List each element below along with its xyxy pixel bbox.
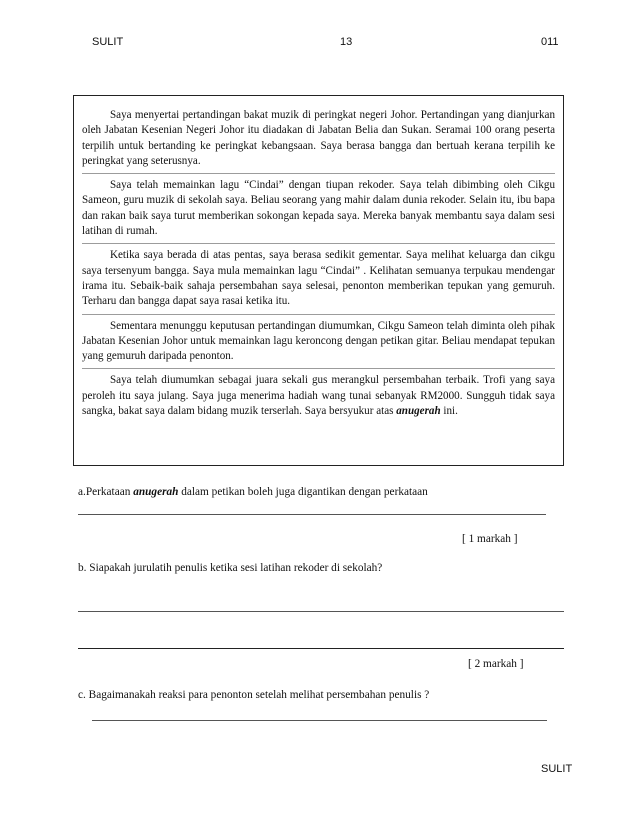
question-b: b. Siapakah jurulatih penulis ketika sesi latihan rekoder di sekolah? [78, 562, 383, 574]
question-a-keyword: anugerah [133, 486, 179, 498]
footer-label: SULIT [541, 763, 573, 775]
passage-paragraph-4: Sementara menunggu keputusan pertandingan diumumkan, Cikgu Sameon telah diminta oleh pihak Jabatan Kesenian Johor untuk memainkan lagu keroncong dengan petikan gitar. Beliau mendapat tepukan yang gemuruh daripada penonton. [82, 314, 555, 369]
passage-paragraph-3: Ketika saya berada di atas pentas, saya berasa sedikit gementar. Saya melihat keluarga dan cikgu saya tersenyum bangga. Saya mula memainkan lagu “Cindai” . Kelihatan semuanya terpukau mendengar irama itu. Sebaik-baik sahaja persembahan saya selesai, penonton memberikan tepukan yang gemuruh. Terharu dan bangga dapat saya rasai ketika itu. [82, 243, 555, 313]
passage-paragraph-1: Saya menyertai pertandingan bakat muzik di peringkat negeri Johor. Pertandingan yang dianjurkan oleh Jabatan Kesenian Negeri Johor itu diadakan di Jabatan Belia dan Sukan. Seramai 100 orang peserta terpilih untuk bertanding ke peringkat kebangsaan. Saya berasa bangga dan bertuah kerana terpilih ke peringkat yang seterusnya. [82, 109, 555, 167]
header-right-code: 011 [541, 36, 559, 48]
question-a-prefix: a.Perkataan [78, 486, 134, 498]
header-left-label: SULIT [92, 36, 124, 48]
passage-paragraph-5-end: ini. [440, 405, 458, 418]
reading-passage-box [73, 95, 564, 466]
question-a-suffix: dalam petikan boleh juga digantikan dengan perkataan [178, 486, 428, 498]
passage-paragraph-2: Saya telah memainkan lagu “Cindai” dengan tiupan rekoder. Saya telah dibimbing oleh Cikgu Sameon, guru muzik di sekolah saya. Beliau seorang yang mahir dalam dunia rekoder. Selain itu, ibu bapa dan rakan baik saya turut memberikan sokongan kepada saya. Mereka banyak membantu saya dalam sesi latihan di rumah. [82, 173, 555, 243]
answer-line-a[interactable] [78, 514, 546, 515]
marks-b: [ 2 markah ] [468, 658, 524, 670]
page-number: 13 [340, 36, 353, 48]
question-a [78, 486, 428, 498]
question-c: c. Bagaimanakah reaksi para penonton setelah melihat persembahan penulis ? [78, 689, 430, 701]
highlighted-word: anugerah [396, 405, 441, 418]
answer-line-b-1[interactable] [78, 611, 564, 612]
marks-a: [ 1 markah ] [462, 533, 518, 545]
answer-line-b-2[interactable] [78, 648, 564, 649]
answer-line-c[interactable] [92, 720, 547, 721]
passage-paragraph-5 [82, 368, 555, 423]
passage-paragraph-5-main: Saya telah diumumkan sebagai juara sekali gus merangkul persembahan terbaik. Trofi yang saya peroleh itu saya julang. Saya juga menerima hadiah wang tunai sebanyak RM2000. Sungguh tidak saya sangka, bakat saya dalam bidang muzik terserlah. Saya bersyukur atas [82, 374, 555, 418]
passage-content [82, 108, 555, 423]
